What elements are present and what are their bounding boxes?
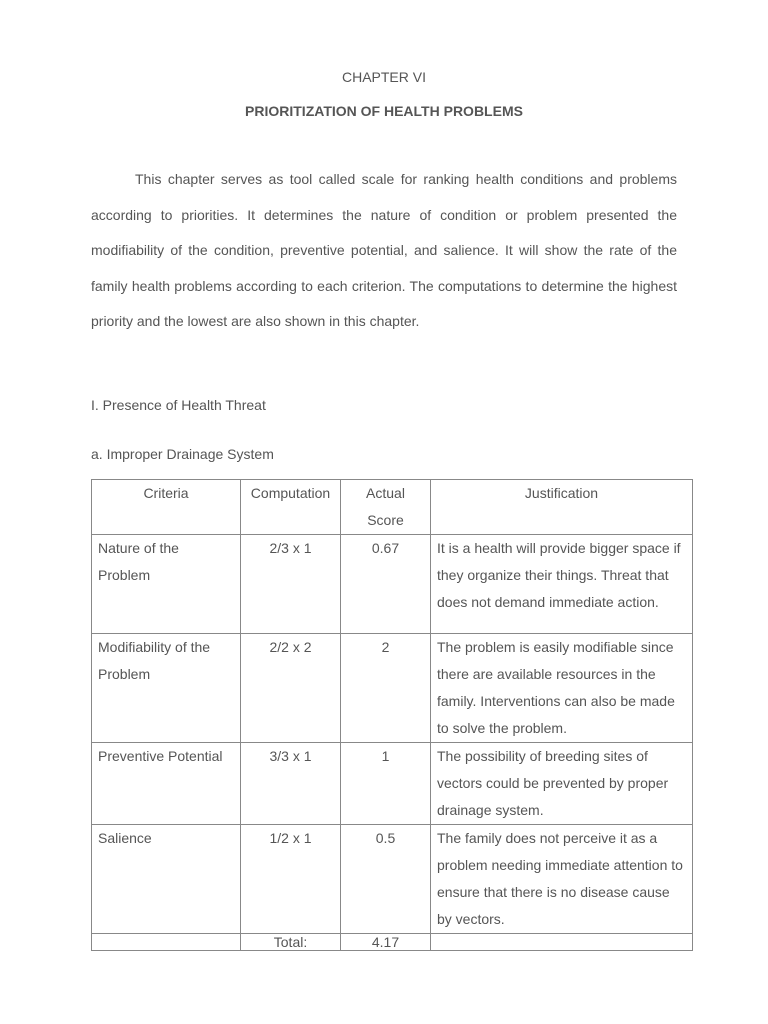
table-row	[92, 535, 693, 634]
table-row	[92, 743, 693, 825]
row-criteria: Modifiability of the Problem	[92, 634, 241, 743]
chapter-title: PRIORITIZATION OF HEALTH PROBLEMS	[245, 103, 523, 119]
row-computation: 2/3 x 1	[241, 535, 341, 634]
criteria-table	[91, 479, 693, 951]
row-justification: The family does not perceive it as a problem needing immediate attention to ensure that there is no disease cause by vectors.	[431, 825, 693, 934]
header-actual-score: Actual Score	[341, 480, 431, 535]
total-label: Total:	[241, 934, 341, 951]
row-score: 0.67	[341, 535, 431, 634]
row-computation: 3/3 x 1	[241, 743, 341, 825]
row-criteria: Nature of the Problem	[92, 535, 241, 634]
row-computation: 2/2 x 2	[241, 634, 341, 743]
total-row	[92, 934, 693, 951]
intro-paragraph: This chapter serves as tool called scale for ranking health conditions and problems according to priorities. It determines the nature of condition or problem presented the modifiability of the condition, preventive potential, and salience. It will show the rate of the family health problems according to each criterion. The computations to determine the highest priority and the lowest are also shown in this chapter.	[91, 171, 677, 329]
header-criteria: Criteria	[92, 480, 241, 535]
total-empty-justification	[431, 934, 693, 951]
section-heading: I. Presence of Health Threat	[91, 397, 266, 413]
table-row	[92, 634, 693, 743]
header-justification: Justification	[431, 480, 693, 535]
row-justification: The possibility of breeding sites of vectors could be prevented by proper drainage system.	[431, 743, 693, 825]
header-computation: Computation	[241, 480, 341, 535]
total-value: 4.17	[341, 934, 431, 951]
subsection-heading: a. Improper Drainage System	[91, 446, 274, 462]
row-score: 2	[341, 634, 431, 743]
row-criteria: Preventive Potential	[92, 743, 241, 825]
table-header-row	[92, 480, 693, 535]
chapter-heading: CHAPTER VI	[341, 69, 426, 85]
row-score: 1	[341, 743, 431, 825]
row-score: 0.5	[341, 825, 431, 934]
row-computation: 1/2 x 1	[241, 825, 341, 934]
table-row	[92, 825, 693, 934]
total-empty-cell	[92, 934, 241, 951]
row-criteria: Salience	[92, 825, 241, 934]
row-justification: It is a health will provide bigger space if they organize their things. Threat that does not demand immediate action.	[431, 535, 693, 634]
row-justification: The problem is easily modifiable since there are available resources in the family. Interventions can also be made to solve the problem.	[431, 634, 693, 743]
